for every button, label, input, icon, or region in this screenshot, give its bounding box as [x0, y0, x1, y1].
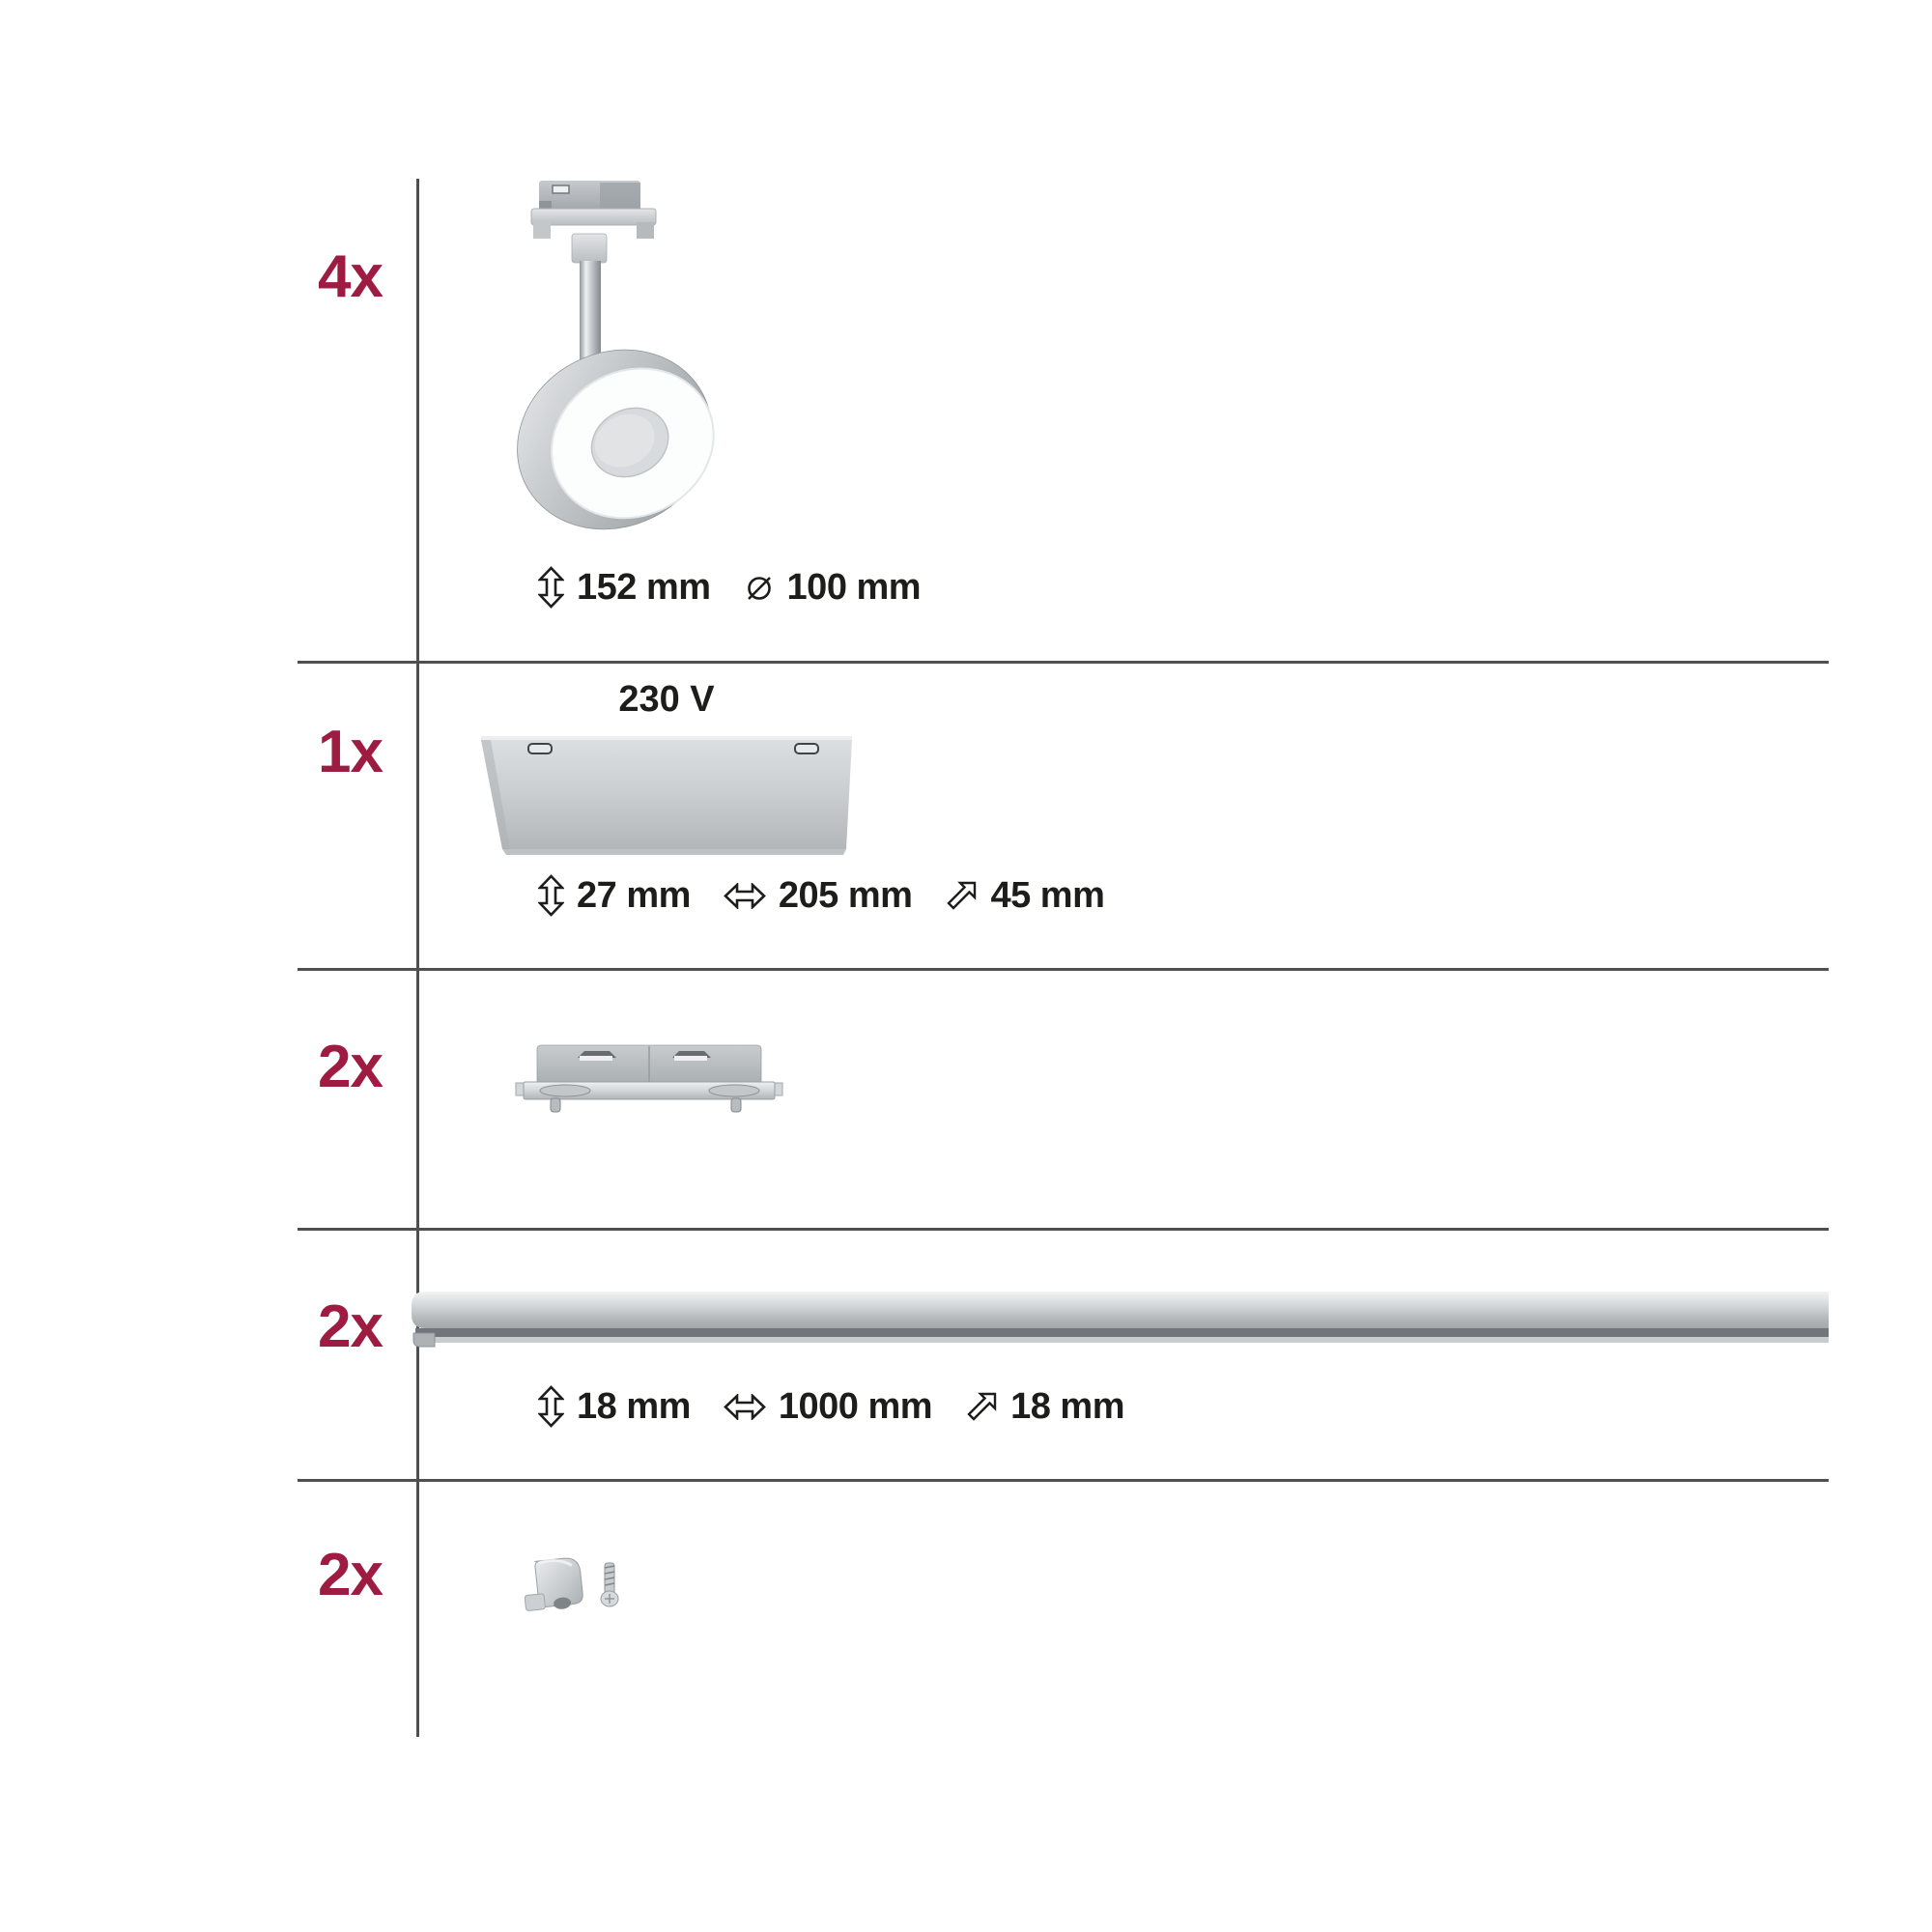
- dimension-value: 1000 mm: [778, 1386, 933, 1427]
- dimension-value: 45 mm: [990, 875, 1105, 916]
- dimension-value: 100 mm: [786, 567, 922, 608]
- track-spot-light-image: [464, 135, 782, 589]
- diameter-icon: [744, 572, 775, 603]
- row-divider-4: [298, 1479, 1829, 1482]
- row-divider-3: [298, 1228, 1829, 1231]
- feed-dimensions: [538, 873, 1104, 918]
- track-rail-image: [406, 1285, 1835, 1352]
- quantity-label-connector: 2x: [318, 1034, 383, 1100]
- height-double-arrow-icon: [538, 874, 564, 917]
- track-connector-image: [507, 1034, 792, 1125]
- end-cap: [521, 1557, 583, 1613]
- dimension-value: 152 mm: [577, 567, 711, 608]
- voltage-label: 230 V: [618, 679, 715, 720]
- quantity-label-endcap: 2x: [318, 1542, 383, 1608]
- row-divider-1: [298, 661, 1829, 664]
- dimension-value: 205 mm: [778, 875, 913, 916]
- width-double-arrow-icon: [724, 1394, 766, 1420]
- height-double-arrow-icon: [538, 1385, 564, 1428]
- spot-head: [486, 317, 742, 562]
- vertical-divider-line: [416, 179, 419, 1737]
- depth-diagonal-arrow-icon: [965, 1390, 998, 1423]
- end-cap-image: [512, 1541, 638, 1633]
- quantity-label-rail: 2x: [318, 1293, 383, 1360]
- dimension-value: 18 mm: [1010, 1386, 1124, 1427]
- row-divider-2: [298, 968, 1829, 971]
- quantity-label-feed: 1x: [318, 719, 383, 785]
- quantity-label-spot: 4x: [318, 243, 383, 310]
- depth-diagonal-arrow-icon: [945, 879, 978, 912]
- screw: [601, 1563, 618, 1606]
- spot-dimensions: [538, 565, 921, 610]
- rail-dimensions: [538, 1384, 1124, 1429]
- dimension-value: 18 mm: [577, 1386, 691, 1427]
- power-feed-image: [473, 724, 860, 865]
- width-double-arrow-icon: [724, 883, 766, 909]
- height-double-arrow-icon: [538, 566, 564, 609]
- dimension-value: 27 mm: [577, 875, 691, 916]
